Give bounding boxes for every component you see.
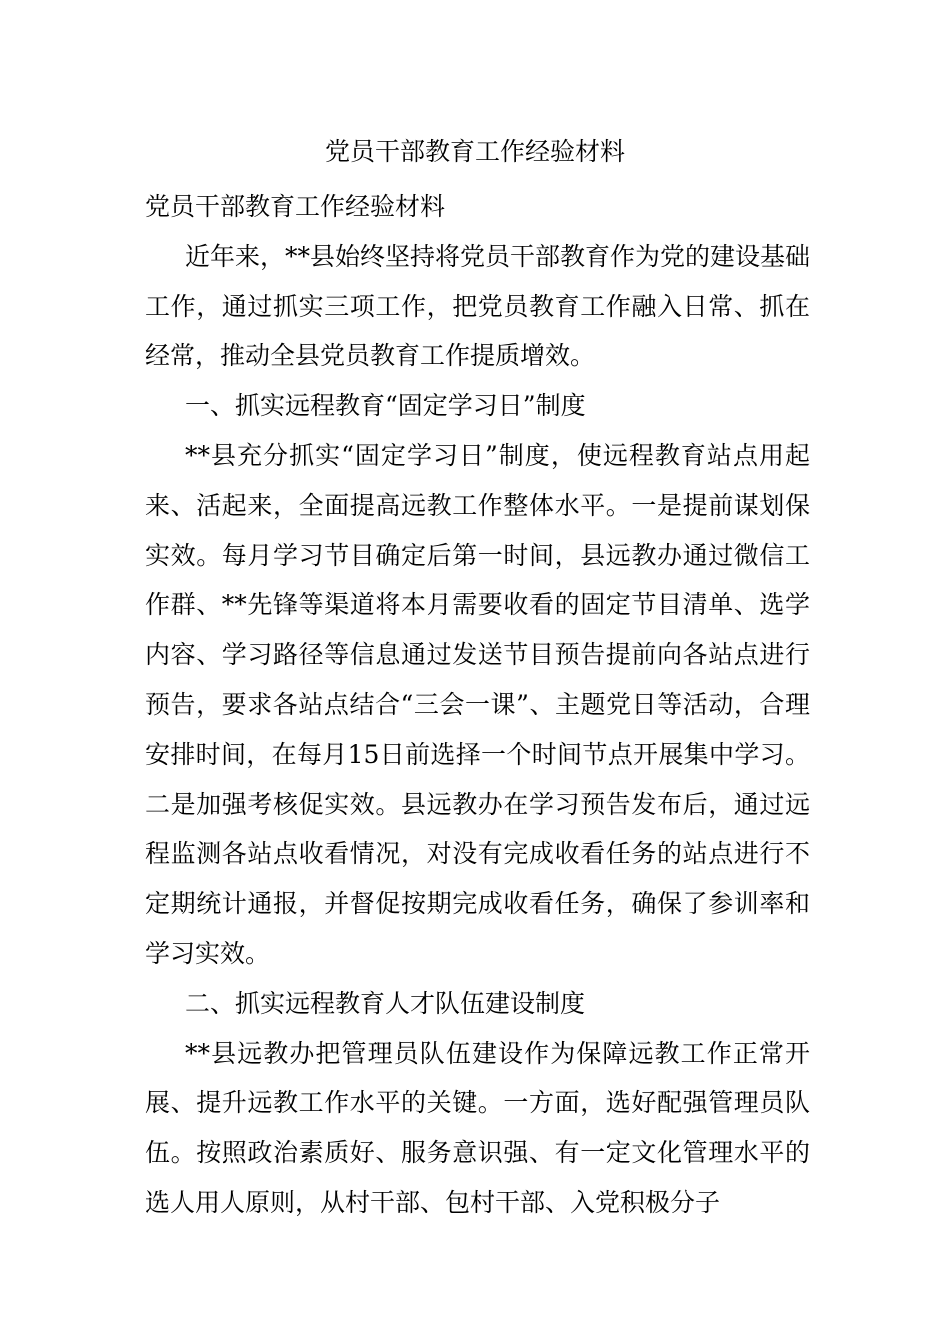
section-2-heading: 二、抓实远程教育人才队伍建设制度 bbox=[185, 988, 586, 1018]
document-body bbox=[145, 182, 810, 1228]
document-title: 党员干部教育工作经验材料 bbox=[324, 137, 625, 166]
section-2-paragraph: **县远教办把管理员队伍建设作为保障远教工作正常开展、提升远教工作水平的关键。一方面，选好配强管理员队伍。按照政治素质好、服务意识强、有一定文化管理水平的选人用人原则，从村干部、包村干部、入党积极分子 bbox=[145, 1038, 810, 1217]
document-subtitle: 党员干部教育工作经验材料 bbox=[145, 192, 446, 221]
section-1-paragraph: **县充分抓实“固定学习日”制度，使远程教育站点用起来、活起来，全面提高远教工作整体水平。一是提前谋划保实效。每月学习节目确定后第一时间，县远教办通过微信工作群、**先锋等渠道将本月需要收看的固定节目清单、选学内容、学习路径等信息通过发送节目预告提前向各站点进行预告，要求各站点结合“三会一课”、主题党日等活动，合理安排时间，在每月15日前选择一个时间节点开展集中学习。二是加强考核促实效。县远教办在学习预告发布后，通过远程监测各站点收看情况，对没有完成收看任务的站点进行不定期统计通报，并督促按期完成收看任务，确保了参训率和学习实效。 bbox=[145, 440, 810, 968]
intro-paragraph: 近年来，**县始终坚持将党员干部教育作为党的建设基础工作，通过抓实三项工作，把党员教育工作融入日常、抓在经常，推动全县党员教育工作提质增效。 bbox=[145, 241, 811, 371]
section-1-heading: 一、抓实远程教育“固定学习日”制度 bbox=[185, 391, 586, 421]
